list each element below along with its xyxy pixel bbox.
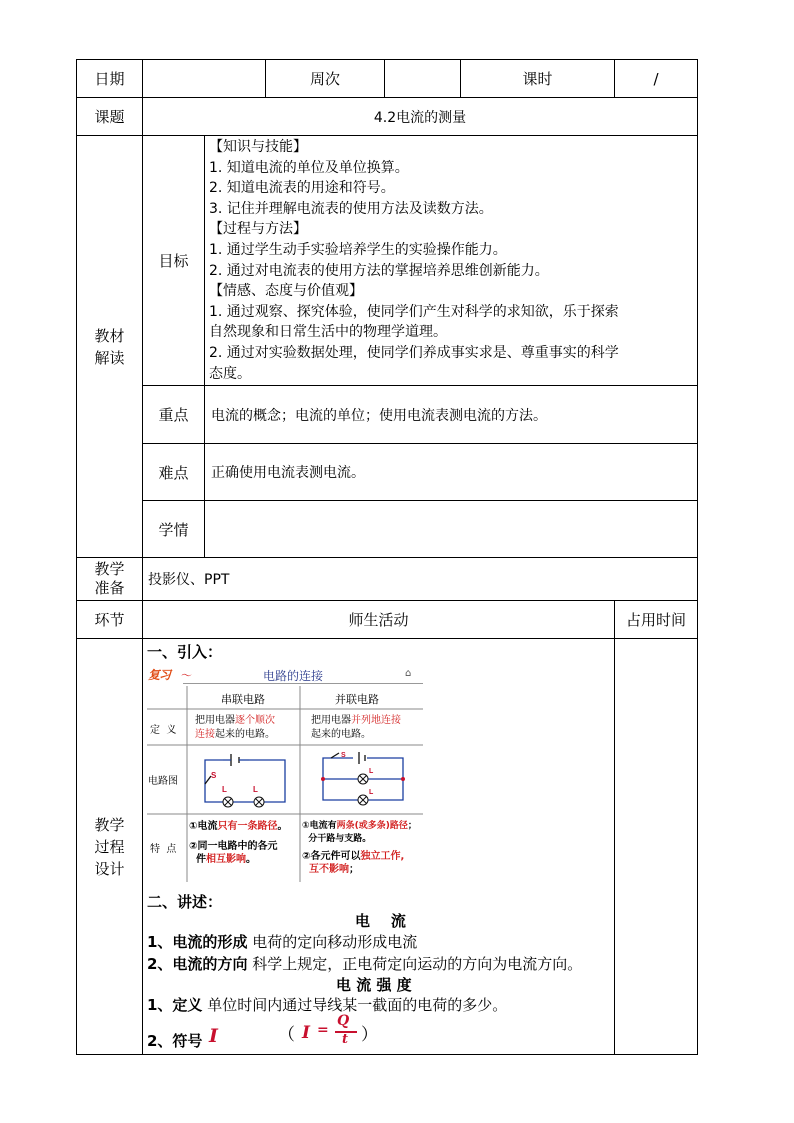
row-feature: 特 点 [150, 844, 177, 855]
goal-line: 【情感、态度与价值观】 [209, 283, 363, 300]
formula-open: （ [278, 1025, 295, 1045]
row-diagram: 电路图 [148, 776, 178, 787]
parallel-features [302, 820, 423, 876]
series-features [189, 820, 299, 866]
item-symbol [147, 1013, 407, 1052]
parallel-feature-2: ②各元件可以独立工作, 互不影响； [302, 851, 405, 875]
parallel-def-red: 并列地连接 [351, 715, 401, 726]
item2-title: 2、电流的方向 [147, 955, 248, 973]
design-label [77, 639, 142, 1054]
goals-content [209, 137, 694, 385]
goal-line: 1. 通过观察、探究体验，使同学们产生对科学的求知欲，乐于探索 [209, 303, 619, 320]
symbol-letter: I [209, 1025, 218, 1047]
review-badge: 复习 [148, 668, 171, 682]
key-label: 重点 [158, 406, 189, 424]
series-switch-label: S [211, 771, 217, 780]
design-label-line2: 过程 [94, 837, 125, 856]
column-activities: 师生活动 [348, 611, 409, 629]
design-label-line1: 教学 [94, 815, 125, 834]
series-lamp2-label: L [253, 785, 258, 794]
date-value[interactable] [143, 60, 265, 97]
parallel-circuit-diagram [305, 748, 421, 814]
parallel-lamp2-label: L [369, 789, 374, 796]
series-def-red1: 逐个顺次 [235, 715, 275, 726]
review-title: 电路的连接 [263, 669, 324, 683]
prep-value[interactable]: 投影仪、PPT [148, 572, 230, 588]
goal-line: 3. 记住并理解电流表的使用方法及读数方法。 [209, 200, 493, 217]
def-title: 1、定义 [147, 996, 203, 1014]
goal-line: 态度。 [209, 365, 251, 382]
topic-value[interactable]: 4.2电流的测量 [373, 109, 467, 126]
intensity-title: 电 流 强 度 [336, 976, 412, 994]
intro-heading: 一、引入： [147, 643, 223, 661]
goal-line: 自然现象和日常生活中的物理学道理。 [209, 324, 447, 341]
column-time: 占用时间 [625, 611, 686, 629]
series-lamp1-label: L [222, 785, 227, 794]
date-label: 日期 [94, 70, 125, 88]
series-feature-2: ②同一电路中的各元 件相互影响。 [189, 841, 278, 865]
series-circuit-diagram [193, 748, 297, 814]
series-def-a: 把用电器 [195, 715, 235, 726]
item2-text: 科学上规定，正电荷定向运动的方向为电流方向。 [252, 955, 583, 973]
prep-label-line2: 准备 [94, 579, 125, 597]
week-value[interactable] [385, 60, 460, 97]
goal-line: 【知识与技能】 [209, 139, 307, 155]
formula-q: Q [337, 1013, 350, 1029]
goals-label: 目标 [158, 252, 189, 270]
goal-line: 2. 知道电流表的用途和符号。 [209, 180, 395, 197]
parallel-feature-1: ①电流有两条(或多条)路径； 分干路与支路。 [302, 821, 417, 844]
formula-t: t [342, 1032, 349, 1047]
col-series: 串联电路 [221, 693, 265, 706]
review-image [147, 664, 423, 882]
formula-i: I [302, 1023, 310, 1043]
row-def: 定 义 [150, 725, 177, 736]
item1-text: 电荷的定向移动形成电流 [252, 933, 418, 951]
pavilion-icon: ⌂ [405, 668, 412, 679]
period-label: 课时 [522, 70, 553, 88]
prep-label-line1: 教学 [94, 560, 125, 578]
formula-close: ） [361, 1025, 378, 1045]
parallel-switch-label: S [341, 752, 346, 759]
item1-title: 1、电流的形成 [147, 933, 248, 951]
prep-label [77, 558, 142, 600]
lecture-heading: 二、讲述： [147, 893, 223, 911]
item-definition [147, 994, 507, 1015]
item-current-formation [147, 931, 417, 952]
students-value[interactable] [211, 501, 697, 557]
parallel-lamp1-label: L [369, 768, 374, 775]
series-def-red2: 连接 [195, 729, 215, 740]
swallow-icon: 〜 [181, 669, 192, 682]
def-text: 单位时间内通过导线某一截面的电荷的多少。 [207, 996, 508, 1014]
period-value[interactable]: / [653, 69, 659, 88]
key-value[interactable]: 电流的概念；电流的单位；使用电流表测电流的方法。 [211, 407, 547, 424]
textbook-label-line1: 教材 [94, 326, 125, 345]
week-label: 周次 [309, 70, 340, 88]
series-def-b: 起来的电路。 [215, 729, 275, 740]
parallel-def [311, 714, 421, 742]
textbook-label [77, 136, 142, 557]
students-label: 学情 [158, 520, 189, 539]
parallel-def-a: 把用电器 [311, 715, 351, 726]
formula-eq: = [317, 1022, 329, 1038]
series-def [195, 714, 299, 742]
item-current-direction [147, 953, 582, 974]
goal-line: 2. 通过对实验数据处理，使同学们养成事实求是、尊重事实的科学 [209, 344, 619, 361]
textbook-label-line2: 解读 [94, 348, 125, 367]
parallel-def-b: 起来的电路。 [311, 729, 371, 740]
review-title-bar [147, 664, 423, 686]
symbol-title: 2、符号 [147, 1032, 203, 1050]
goal-line: 1. 知道电流的单位及单位换算。 [209, 159, 409, 176]
current-title: 电 流 [355, 912, 406, 930]
column-stage: 环节 [94, 611, 125, 629]
difficulty-value[interactable]: 正确使用电流表测电流。 [211, 465, 365, 481]
topic-label: 课题 [94, 108, 125, 126]
col-parallel: 并联电路 [335, 693, 379, 706]
series-feature-1: ①电流只有一条路径。 [189, 821, 288, 832]
difficulty-label: 难点 [158, 463, 189, 482]
goal-line: 2. 通过对电流表的使用方法的掌握培养思维创新能力。 [209, 262, 549, 279]
design-label-line3: 设计 [94, 859, 125, 878]
goal-line: 【过程与方法】 [209, 221, 307, 238]
goal-line: 1. 通过学生动手实验培养学生的实验操作能力。 [209, 241, 507, 258]
